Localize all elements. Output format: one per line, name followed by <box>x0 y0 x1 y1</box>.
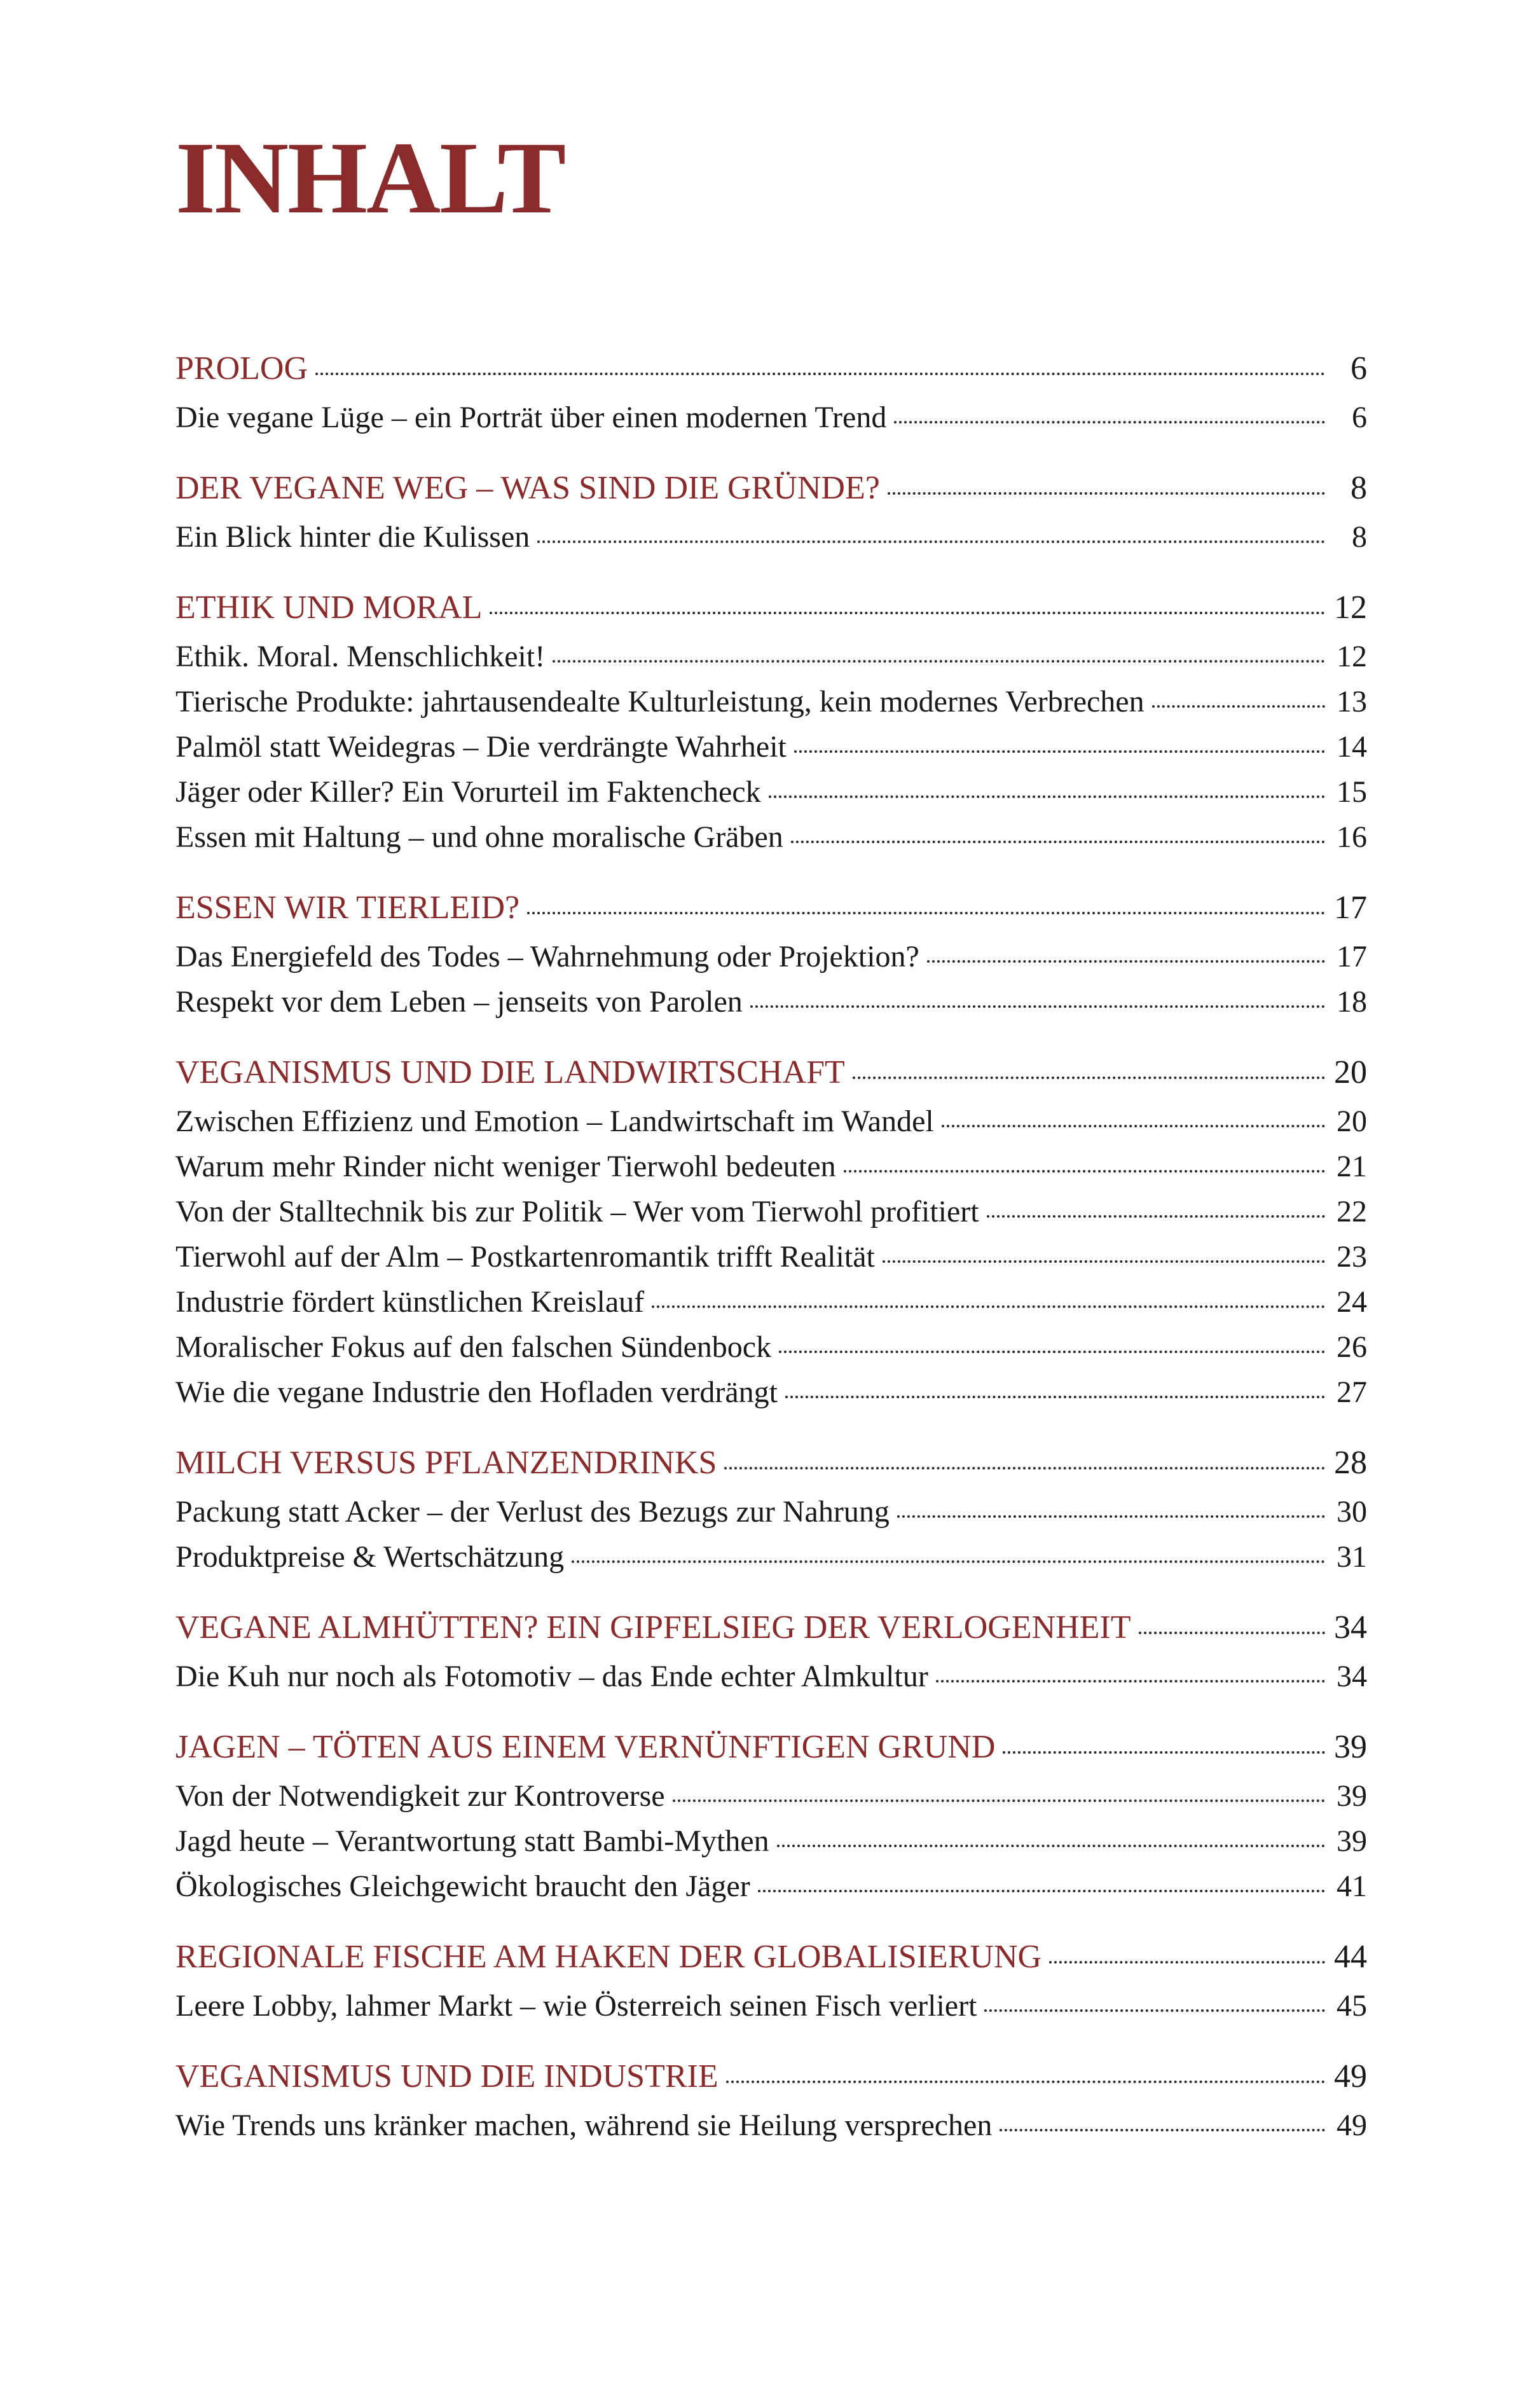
dot-leader <box>1003 1751 1325 1754</box>
entry-page-number: 20 <box>1337 1104 1367 1138</box>
toc-entry[interactable] <box>175 679 1367 724</box>
chapter-page-number: 6 <box>1351 350 1367 387</box>
toc-section <box>175 2050 1367 2148</box>
toc-entry[interactable] <box>175 2103 1367 2148</box>
dot-leader <box>785 1396 1325 1398</box>
toc-section <box>175 881 1367 1024</box>
chapter-title: JAGEN – TÖTEN AUS EINEM VERNÜNFTIGEN GRUND <box>175 1729 996 1765</box>
entry-title: Packung statt Acker – der Verlust des Bezugs zur Nahrung <box>175 1495 890 1529</box>
chapter-title: MILCH VERSUS PFLANZENDRINKS <box>175 1445 717 1481</box>
chapter-title: VEGANISMUS UND DIE LANDWIRTSCHAFT <box>175 1054 845 1090</box>
entry-page-number: 49 <box>1337 2109 1367 2142</box>
entry-page-number: 26 <box>1337 1330 1367 1364</box>
dot-leader <box>553 660 1325 663</box>
chapter-page-number: 49 <box>1334 2058 1367 2095</box>
toc-entry[interactable] <box>175 1189 1367 1234</box>
dot-leader <box>1049 1961 1325 1964</box>
dot-leader <box>853 1077 1325 1079</box>
toc-section <box>175 1436 1367 1579</box>
entry-page-number: 17 <box>1337 940 1367 974</box>
entry-title: Zwischen Effizienz und Emotion – Landwirtschaft im Wandel <box>175 1104 934 1138</box>
toc-entry[interactable] <box>175 769 1367 815</box>
toc-entry[interactable] <box>175 1144 1367 1189</box>
toc-entry[interactable] <box>175 1279 1367 1324</box>
dot-leader <box>927 960 1325 963</box>
entry-title: Moralischer Fokus auf den falschen Sündenbock <box>175 1330 772 1364</box>
chapter-title: ESSEN WIR TIERLEID? <box>175 890 520 926</box>
entry-title: Respekt vor dem Leben – jenseits von Parolen <box>175 985 743 1019</box>
chapter-title: DER VEGANE WEG – WAS SIND DIE GRÜNDE? <box>175 470 880 506</box>
entry-page-number: 39 <box>1337 1824 1367 1858</box>
chapter-page-number: 12 <box>1334 589 1367 626</box>
entry-title: Von der Notwendigkeit zur Kontroverse <box>175 1779 665 1813</box>
table-of-contents <box>175 342 1367 2170</box>
chapter-page-number: 17 <box>1334 890 1367 926</box>
chapter-page-number: 39 <box>1334 1729 1367 1765</box>
toc-entry[interactable] <box>175 934 1367 979</box>
chapter-page-number: 34 <box>1334 1609 1367 1646</box>
dot-leader <box>794 750 1325 753</box>
toc-chapter-heading[interactable] <box>175 462 1367 514</box>
toc-chapter-heading[interactable] <box>175 2050 1367 2103</box>
entry-title: Warum mehr Rinder nicht weniger Tierwohl bedeuten <box>175 1150 836 1183</box>
dot-leader <box>537 540 1325 543</box>
toc-section <box>175 1601 1367 1699</box>
chapter-title: VEGANISMUS UND DIE INDUSTRIE <box>175 2058 718 2095</box>
toc-entry[interactable] <box>175 815 1367 860</box>
dot-leader <box>572 1560 1325 1563</box>
toc-entry[interactable] <box>175 1654 1367 1699</box>
toc-entry[interactable] <box>175 1370 1367 1415</box>
entry-title: Tierwohl auf der Alm – Postkartenromantik trifft Realität <box>175 1240 875 1274</box>
entry-title: Ein Blick hinter die Kulissen <box>175 520 530 554</box>
toc-chapter-heading[interactable] <box>175 1930 1367 1983</box>
toc-entry[interactable] <box>175 634 1367 679</box>
dot-leader <box>1000 2129 1325 2131</box>
entry-title: Ökologisches Gleichgewicht braucht den Jäger <box>175 1869 750 1903</box>
entry-page-number: 23 <box>1337 1240 1367 1274</box>
entry-title: Jäger oder Killer? Ein Vorurteil im Faktencheck <box>175 775 761 809</box>
dot-leader <box>897 1515 1325 1518</box>
toc-entry[interactable] <box>175 1819 1367 1864</box>
entry-page-number: 22 <box>1337 1195 1367 1228</box>
chapter-title: PROLOG <box>175 350 308 387</box>
chapter-title: VEGANE ALMHÜTTEN? EIN GIPFELSIEG DER VERLOGENHEIT <box>175 1609 1131 1646</box>
entry-page-number: 31 <box>1337 1540 1367 1574</box>
dot-leader <box>490 612 1325 614</box>
dot-leader <box>750 1005 1325 1008</box>
entry-title: Die Kuh nur noch als Fotomotiv – das Ende echter Almkultur <box>175 1660 928 1693</box>
entry-page-number: 39 <box>1337 1779 1367 1813</box>
entry-page-number: 34 <box>1337 1660 1367 1693</box>
dot-leader <box>984 2009 1325 2012</box>
entry-page-number: 15 <box>1337 775 1367 809</box>
entry-page-number: 45 <box>1337 1989 1367 2023</box>
toc-entry[interactable] <box>175 1534 1367 1579</box>
toc-entry[interactable] <box>175 1864 1367 1909</box>
entry-title: Wie die vegane Industrie den Hofladen verdrängt <box>175 1375 778 1409</box>
entry-page-number: 16 <box>1337 820 1367 854</box>
entry-title: Die vegane Lüge – ein Porträt über einen modernen Trend <box>175 401 887 434</box>
toc-entry[interactable] <box>175 1773 1367 1819</box>
toc-section <box>175 1721 1367 1909</box>
dot-leader <box>527 912 1325 914</box>
dot-leader <box>726 2081 1325 2083</box>
entry-page-number: 18 <box>1337 985 1367 1019</box>
dot-leader <box>777 1845 1325 1847</box>
toc-section <box>175 581 1367 860</box>
chapter-page-number: 8 <box>1351 470 1367 506</box>
entry-title: Leere Lobby, lahmer Markt – wie Österreich seinen Fisch verliert <box>175 1989 977 2023</box>
entry-title: Palmöl statt Weidegras – Die verdrängte Wahrheit <box>175 730 787 764</box>
chapter-page-number: 28 <box>1334 1445 1367 1481</box>
entry-page-number: 13 <box>1337 685 1367 719</box>
entry-page-number: 8 <box>1352 520 1367 554</box>
entry-page-number: 12 <box>1337 640 1367 673</box>
toc-chapter-heading[interactable] <box>175 1046 1367 1099</box>
dot-leader <box>894 421 1325 423</box>
dot-leader <box>936 1680 1325 1682</box>
toc-entry[interactable] <box>175 395 1367 440</box>
page-title: INHALT <box>175 121 565 235</box>
toc-entry[interactable] <box>175 724 1367 769</box>
dot-leader <box>769 795 1325 798</box>
toc-chapter-heading[interactable] <box>175 342 1367 395</box>
toc-entry[interactable] <box>175 1234 1367 1279</box>
toc-entry[interactable] <box>175 514 1367 560</box>
toc-chapter-heading[interactable] <box>175 1601 1367 1654</box>
dot-leader <box>987 1215 1325 1218</box>
entry-page-number: 27 <box>1337 1375 1367 1409</box>
entry-page-number: 41 <box>1337 1869 1367 1903</box>
entry-title: Produktpreise & Wertschätzung <box>175 1540 565 1574</box>
entry-page-number: 30 <box>1337 1495 1367 1529</box>
entry-title: Von der Stalltechnik bis zur Politik – Wer vom Tierwohl profitiert <box>175 1195 979 1228</box>
dot-leader <box>1152 705 1325 708</box>
dot-leader <box>1139 1632 1325 1634</box>
toc-chapter-heading[interactable] <box>175 1721 1367 1773</box>
entry-page-number: 6 <box>1352 401 1367 434</box>
dot-leader <box>883 1260 1325 1263</box>
chapter-title: ETHIK UND MORAL <box>175 589 483 626</box>
dot-leader <box>888 492 1325 495</box>
dot-leader <box>791 841 1325 843</box>
chapter-page-number: 44 <box>1334 1939 1367 1975</box>
entry-title: Tierische Produkte: jahrtausendealte Kulturleistung, kein modernes Verbrechen <box>175 685 1144 719</box>
entry-page-number: 24 <box>1337 1285 1367 1319</box>
toc-entry[interactable] <box>175 1983 1367 2028</box>
toc-entry[interactable] <box>175 979 1367 1024</box>
entry-title: Essen mit Haltung – und ohne moralische Gräben <box>175 820 783 854</box>
dot-leader <box>942 1125 1325 1127</box>
toc-chapter-heading[interactable] <box>175 881 1367 934</box>
dot-leader <box>652 1305 1325 1308</box>
entry-title: Ethik. Moral. Menschlichkeit! <box>175 640 546 673</box>
entry-title: Wie Trends uns kränker machen, während sie Heilung versprechen <box>175 2109 993 2142</box>
toc-entry[interactable] <box>175 1099 1367 1144</box>
dot-leader <box>315 373 1325 375</box>
chapter-title: REGIONALE FISCHE AM HAKEN DER GLOBALISIERUNG <box>175 1939 1042 1975</box>
toc-chapter-heading[interactable] <box>175 1436 1367 1489</box>
dot-leader <box>779 1351 1325 1353</box>
entry-title: Das Energiefeld des Todes – Wahrnehmung oder Projektion? <box>175 940 919 974</box>
entry-title: Jagd heute – Verantwortung statt Bambi-Mythen <box>175 1824 769 1858</box>
entry-page-number: 21 <box>1337 1150 1367 1183</box>
toc-section <box>175 462 1367 560</box>
chapter-page-number: 20 <box>1334 1054 1367 1090</box>
toc-section <box>175 342 1367 440</box>
toc-chapter-heading[interactable] <box>175 581 1367 634</box>
toc-section <box>175 1930 1367 2028</box>
entry-title: Industrie fördert künstlichen Kreislauf <box>175 1285 645 1319</box>
toc-entry[interactable] <box>175 1489 1367 1534</box>
dot-leader <box>673 1799 1325 1802</box>
dot-leader <box>724 1467 1325 1469</box>
toc-entry[interactable] <box>175 1324 1367 1370</box>
toc-section <box>175 1046 1367 1415</box>
dot-leader <box>844 1170 1325 1173</box>
dot-leader <box>758 1890 1325 1892</box>
entry-page-number: 14 <box>1337 730 1367 764</box>
